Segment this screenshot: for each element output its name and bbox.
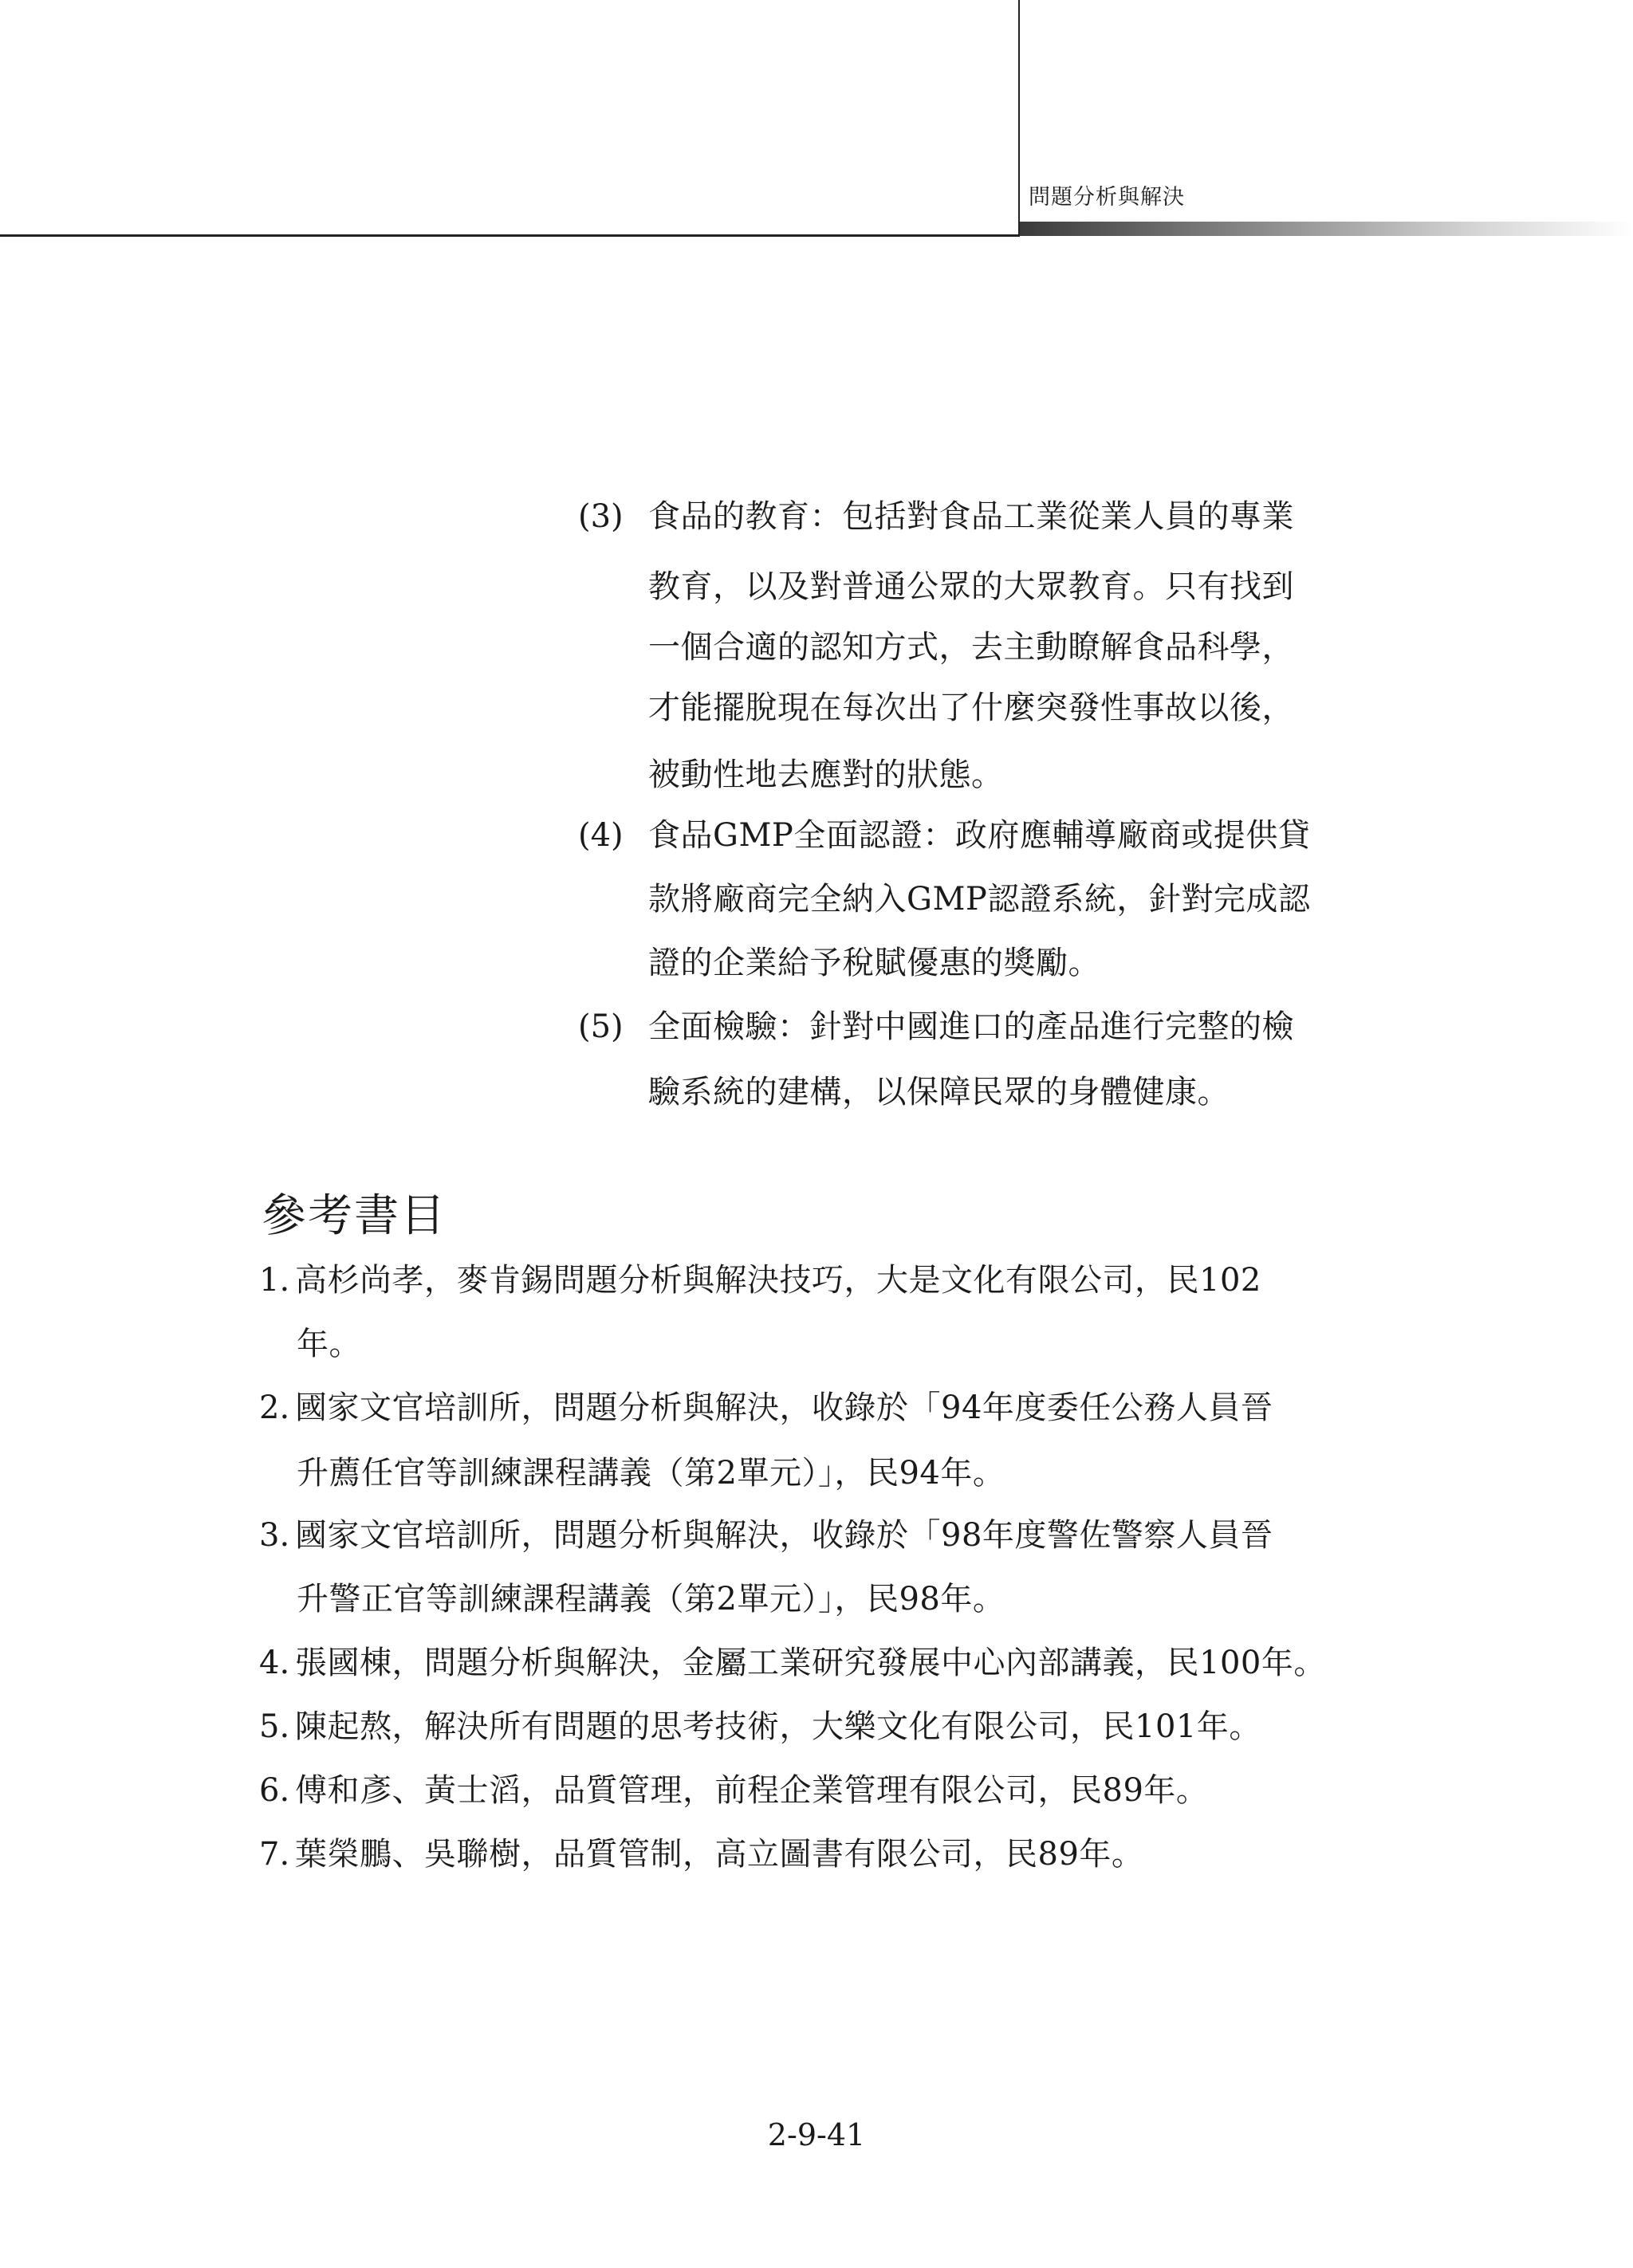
item-5-number: (5) (578, 1008, 624, 1045)
reference-3-line-1: 國家文官培訓所，問題分析與解決，收錄於「98年度警佐警察人員晉 (295, 1517, 1273, 1554)
reference-1-number: 1. (259, 1262, 290, 1299)
header-gradient-bar (1020, 222, 1633, 236)
item-3-line-2: 教育，以及對普通公眾的大眾教育。只有找到 (648, 568, 1294, 605)
item-5-line-2: 驗系統的建構，以保障民眾的身體健康。 (648, 1074, 1230, 1110)
item-4-line-2: 款將廠商完全納入GMP認證系統，針對完成認 (648, 881, 1311, 918)
item-4-line-3: 證的企業給予稅賦優惠的獎勵。 (648, 945, 1100, 981)
running-header-title: 問題分析與解決 (1029, 185, 1185, 210)
reference-3-number: 3. (259, 1517, 290, 1554)
reference-4-number: 4. (259, 1645, 290, 1681)
item-3-number: (3) (578, 498, 624, 535)
item-4-number: (4) (578, 817, 624, 854)
reference-3-line-2: 升警正官等訓練課程講義（第2單元）」，民98年。 (297, 1581, 1005, 1617)
page-number: 2-9-41 (767, 2117, 866, 2152)
header-horizontal-rule (0, 234, 1020, 237)
reference-5-number: 5. (259, 1708, 290, 1745)
item-3-line-4: 才能擺脫現在每次出了什麼突發性事故以後， (648, 690, 1294, 726)
reference-5-line-1: 陳起熬，解決所有問題的思考技術，大樂文化有限公司，民101年。 (295, 1708, 1261, 1745)
reference-6-line-1: 傅和彥、黃士滔，品質管理，前程企業管理有限公司，民89年。 (295, 1772, 1209, 1809)
item-3-line-1: 食品的教育：包括對食品工業從業人員的專業 (648, 498, 1294, 535)
header-vertical-rule (1018, 0, 1020, 236)
item-4-line-1: 食品GMP全面認證：政府應輔導廠商或提供貸 (648, 817, 1311, 854)
reference-6-number: 6. (259, 1772, 290, 1809)
reference-1-line-1: 高杉尚孝，麥肯錫問題分析與解決技巧，大是文化有限公司，民102 (295, 1262, 1261, 1299)
item-5-line-1: 全面檢驗：針對中國進口的產品進行完整的檢 (648, 1008, 1294, 1045)
reference-2-number: 2. (259, 1389, 290, 1426)
references-heading: 參考書目 (262, 1190, 447, 1242)
reference-2-line-2: 升薦任官等訓練課程講義（第2單元）」，民94年。 (297, 1455, 1005, 1492)
reference-7-number: 7. (259, 1836, 290, 1873)
item-3-line-3: 一個合適的認知方式，去主動瞭解食品科學， (648, 629, 1294, 666)
reference-7-line-1: 葉榮鵬、吳聯樹，品質管制，高立圖書有限公司，民89年。 (295, 1836, 1144, 1873)
reference-4-line-1: 張國棟，問題分析與解決，金屬工業研究發展中心內部講義，民100年。 (295, 1645, 1326, 1681)
reference-2-line-1: 國家文官培訓所，問題分析與解決，收錄於「94年度委任公務人員晉 (295, 1389, 1273, 1426)
reference-1-line-2: 年。 (297, 1326, 361, 1362)
item-3-line-5: 被動性地去應對的狀態。 (648, 757, 1004, 793)
